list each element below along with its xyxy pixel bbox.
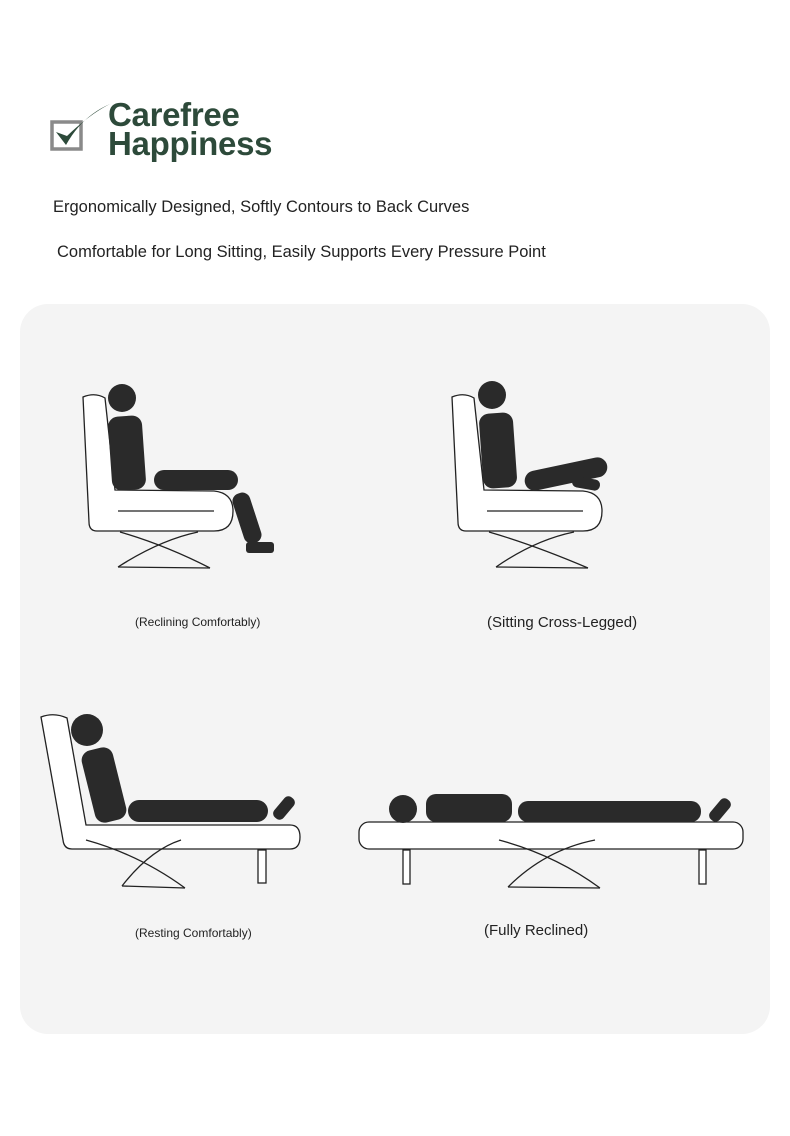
person-4: [389, 794, 733, 824]
brand-name-line2: Happiness: [108, 125, 273, 162]
caption-sitting-cross-legged: (Sitting Cross-Legged): [487, 614, 638, 631]
legs-4: [518, 801, 701, 822]
foot-4: [707, 796, 733, 824]
head-4: [389, 795, 417, 823]
caption-fully-reclined: (Fully Reclined): [484, 922, 589, 939]
chair-4: [359, 822, 743, 888]
caption-resting-comfortably: (Resting Comfortably): [135, 926, 252, 940]
torso-4: [426, 794, 512, 822]
tagline-comfortable: Comfortable for Long Sitting, Easily Supports Every Pressure Point: [57, 243, 546, 261]
caption-reclining-comfortably: (Reclining Comfortably): [135, 615, 261, 629]
brand-name-line1: Carefree: [108, 96, 240, 133]
tagline-ergonomic: Ergonomically Designed, Softly Contours to Back Curves: [53, 198, 470, 216]
